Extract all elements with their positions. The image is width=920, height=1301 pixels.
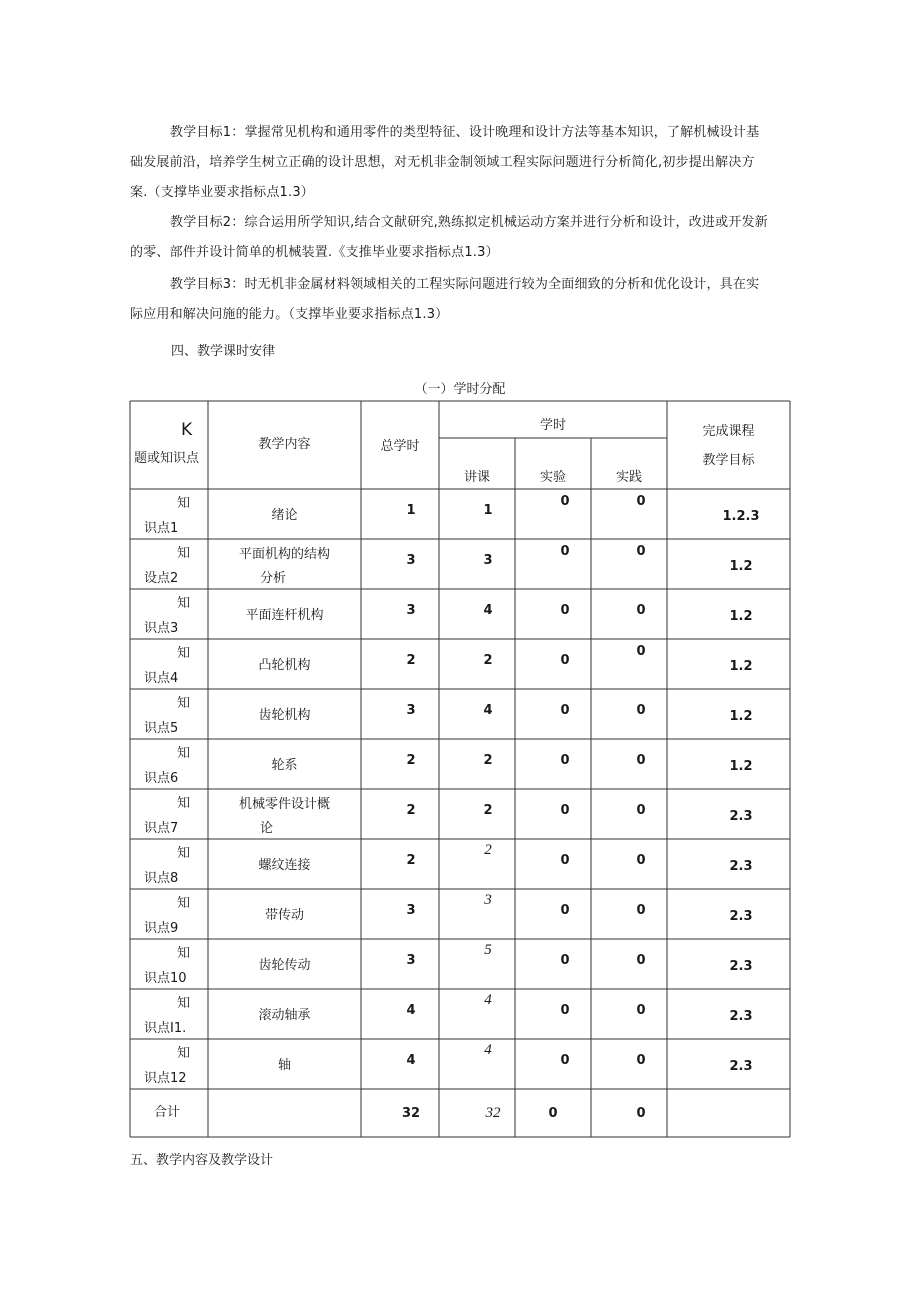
row-lecture: 3 (483, 553, 493, 568)
header-hours-group: 学时 (539, 418, 566, 433)
row-goal: 1.2 (729, 759, 753, 774)
total-hours: 32 (401, 1106, 421, 1121)
row-goal: 1.2.3 (722, 509, 760, 524)
row-goal: 2.3 (729, 959, 753, 974)
row-goal: 1.2 (729, 559, 753, 574)
row-point-b: 识点10 (144, 971, 187, 986)
row-total: 3 (406, 603, 416, 618)
row-practice: 0 (636, 853, 646, 868)
row-practice: 0 (636, 1053, 646, 1068)
row-lecture: 4 (483, 703, 493, 718)
row-lab: 0 (560, 803, 570, 818)
header-topic-label: 题或知识点 (134, 451, 200, 466)
total-practice: 0 (636, 1106, 646, 1121)
goal-1-line-1: 教学目标1：掌握常见机构和通用零件的类型特征、设计晚理和设计方法等基本知识，了解机械设计基 (170, 125, 760, 140)
header-total-hours: 总学时 (380, 439, 420, 454)
header-practice: 实践 (615, 470, 642, 485)
row-goal: 1.2 (729, 609, 753, 624)
table-caption: （一）学时分配 (414, 382, 506, 397)
row-goal: 2.3 (729, 809, 753, 824)
header-lab: 实验 (539, 470, 566, 485)
row-point-a: 知 (177, 996, 191, 1011)
row-lecture: 2 (483, 653, 493, 668)
row-point-a: 知 (177, 946, 191, 961)
row-lecture: 1 (483, 503, 493, 518)
row-point-b: 设点2 (144, 571, 179, 586)
header-goal-line-1: 完成课程 (702, 424, 755, 439)
section-5-title: 五、教学内容及教学设计 (130, 1153, 274, 1168)
row-content: 螺纹连接 (258, 858, 311, 873)
row-lab: 0 (560, 494, 570, 509)
row-point-a: 知 (177, 546, 191, 561)
row-total: 3 (406, 703, 416, 718)
row-total: 3 (406, 953, 416, 968)
row-lab: 0 (560, 544, 570, 559)
row-point-a: 知 (177, 896, 191, 911)
row-lab: 0 (560, 953, 570, 968)
row-content: 平面连杆机构 (245, 608, 324, 623)
row-practice: 0 (636, 494, 646, 509)
row-point-b: 识点5 (144, 721, 179, 736)
row-lecture: 4 (484, 992, 492, 1008)
row-total: 2 (406, 753, 416, 768)
row-content: 凸轮机构 (258, 658, 311, 673)
row-point-b: 识点9 (144, 921, 179, 936)
total-label: 合计 (154, 1105, 181, 1120)
row-point-b: 识点1 (144, 521, 179, 536)
row-total: 3 (406, 903, 416, 918)
row-total: 2 (406, 653, 416, 668)
row-content-cont: 分析 (260, 571, 287, 586)
row-total: 2 (406, 803, 416, 818)
row-content: 齿轮传动 (258, 958, 311, 973)
row-content: 机械零件设计概 (238, 797, 330, 812)
row-lecture: 3 (484, 892, 492, 908)
total-lecture: 32 (485, 1105, 501, 1121)
row-goal: 2.3 (729, 909, 753, 924)
row-point-a: 知 (177, 496, 191, 511)
row-point-b: 识点4 (144, 671, 179, 686)
row-point-a: 知 (177, 696, 191, 711)
row-goal: 2.3 (729, 859, 753, 874)
row-goal: 1.2 (729, 659, 753, 674)
row-point-a: 知 (177, 796, 191, 811)
row-lecture: 5 (484, 942, 492, 958)
row-lecture: 4 (483, 603, 493, 618)
row-point-b: 识点8 (144, 871, 179, 886)
row-practice: 0 (636, 803, 646, 818)
row-content-cont: 论 (260, 821, 274, 836)
row-content: 绪论 (271, 508, 298, 523)
goal-2-line-1: 教学目标2：综合运用所学知识,结合文献研究,熟练拟定机械运动方案并进行分析和设计，改进或开发新 (170, 215, 768, 230)
row-practice: 0 (636, 903, 646, 918)
row-total: 4 (406, 1053, 416, 1068)
row-point-b: 识点6 (144, 771, 179, 786)
row-lab: 0 (560, 653, 570, 668)
header-lecture: 讲课 (463, 470, 490, 485)
row-practice: 0 (636, 644, 646, 659)
row-lecture: 2 (483, 753, 493, 768)
row-content: 平面机构的结构 (238, 547, 330, 562)
section-4-title: 四、教学课时安律 (171, 344, 276, 359)
row-point-b: 识点7 (144, 821, 179, 836)
row-total: 2 (406, 853, 416, 868)
row-lecture: 2 (483, 803, 493, 818)
row-point-a: 知 (177, 596, 191, 611)
row-lab: 0 (560, 753, 570, 768)
goal-1-line-2: 础发展前沿，培养学生树立正确的设计思想，对无机非金制领域工程实际问题进行分析简化,初步提出解决方 (130, 155, 755, 170)
row-total: 3 (406, 553, 416, 568)
total-lab: 0 (548, 1106, 558, 1121)
row-lab: 0 (560, 603, 570, 618)
row-lecture: 4 (484, 1042, 492, 1058)
row-point-b: 识点I1. (144, 1021, 187, 1036)
row-point-a: 知 (177, 746, 191, 761)
goal-2-line-2: 的零、部件并设计简单的机械装置.《支推毕业要求指标点1.3） (130, 245, 499, 260)
row-total: 1 (406, 503, 416, 518)
row-goal: 1.2 (729, 709, 753, 724)
header-goal-line-2: 教学目标 (702, 453, 755, 468)
header-topic-k: K (181, 420, 193, 440)
goal-3-line-1: 教学目标3：时无机非金属材料领域相关的工程实际问题进行较为全面细致的分析和优化设计，具在实 (170, 277, 760, 292)
row-practice: 0 (636, 544, 646, 559)
row-goal: 2.3 (729, 1059, 753, 1074)
row-practice: 0 (636, 1003, 646, 1018)
row-total: 4 (406, 1003, 416, 1018)
row-point-b: 识点12 (144, 1071, 187, 1086)
row-goal: 2.3 (729, 1009, 753, 1024)
row-lab: 0 (560, 853, 570, 868)
row-content: 带传动 (264, 908, 304, 923)
row-practice: 0 (636, 603, 646, 618)
row-lab: 0 (560, 903, 570, 918)
goal-3-line-2: 际应用和解决问施的能力。（支撑毕业要求指标点1.3） (130, 307, 449, 322)
row-point-a: 知 (177, 646, 191, 661)
row-content: 滚动轴承 (258, 1008, 311, 1023)
header-content: 教学内容 (258, 437, 311, 452)
row-lab: 0 (560, 1053, 570, 1068)
row-lab: 0 (560, 703, 570, 718)
row-lecture: 2 (484, 842, 492, 858)
row-point-a: 知 (177, 846, 191, 861)
row-point-a: 知 (177, 1046, 191, 1061)
row-lab: 0 (560, 1003, 570, 1018)
row-content: 齿轮机构 (258, 708, 311, 723)
row-content: 轮系 (271, 758, 298, 773)
row-content: 轴 (277, 1058, 291, 1073)
row-practice: 0 (636, 703, 646, 718)
row-point-b: 识点3 (144, 621, 179, 636)
row-practice: 0 (636, 753, 646, 768)
row-practice: 0 (636, 953, 646, 968)
goal-1-line-3: 案.（支撑毕业要求指标点1.3） (130, 185, 315, 200)
